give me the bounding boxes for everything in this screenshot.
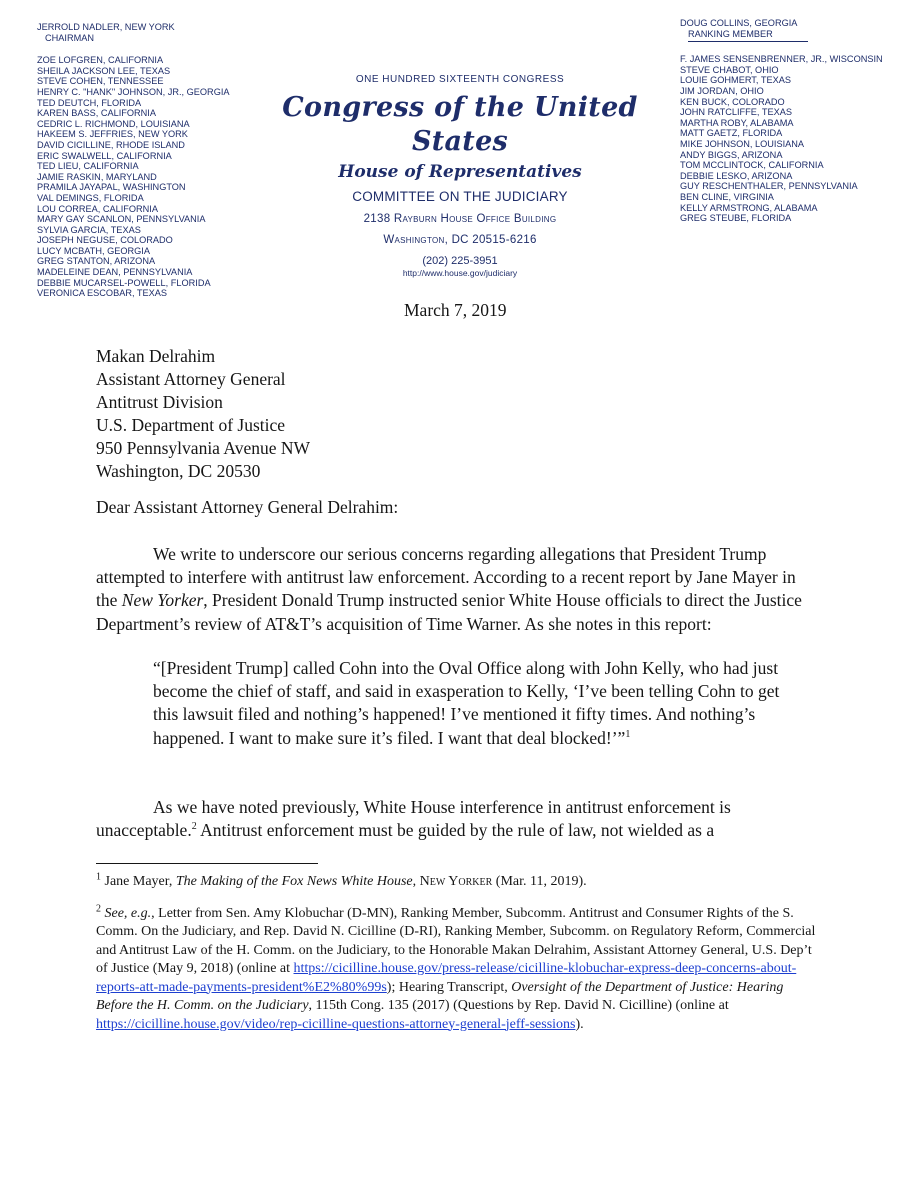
minority-member: F. JAMES SENSENBRENNER, JR., WISCONSIN: [680, 54, 883, 65]
minority-member: GREG STEUBE, FLORIDA: [680, 213, 792, 224]
house-title: House of Representatives: [338, 162, 582, 182]
recipient-line: 950 Pennsylvania Avenue NW: [96, 438, 311, 458]
block-quote: [153, 657, 783, 750]
majority-member-list: [37, 55, 257, 299]
letter-date: March 7, 2019: [404, 300, 507, 320]
footnote-2-link-2[interactable]: https://cicilline.house.gov/video/rep-cicilline-questions-attorney-general-jeff-sessions: [96, 1016, 576, 1032]
footnote-1-publication: New Yorker: [419, 874, 493, 889]
footnote-ref-1[interactable]: 1: [625, 728, 631, 740]
footnote-1-title: The Making of the Fox News White House: [175, 874, 413, 889]
footnote-2-hearing-title: Oversight of the Department of Justice: Hearing Before the H. Comm. on the Judiciary: [96, 979, 784, 1013]
recipient-line: Antitrust Division: [96, 392, 223, 412]
majority-member: ERIC SWALWELL, CALIFORNIA: [37, 150, 172, 161]
majority-member: LOU CORREA, CALIFORNIA: [37, 203, 158, 214]
footnote-2-text-2: ); Hearing Transcript,: [386, 979, 512, 995]
recipient-line: Assistant Attorney General: [96, 369, 286, 389]
body-paragraph-2: [96, 796, 818, 842]
majority-member: DAVID CICILLINE, RHODE ISLAND: [37, 139, 185, 150]
majority-member: JOSEPH NEGUSE, COLORADO: [37, 235, 173, 246]
majority-member: GREG STANTON, ARIZONA: [37, 256, 156, 267]
footnote-ref-2[interactable]: 2: [191, 821, 197, 833]
majority-member: DEBBIE MUCARSEL-POWELL, FLORIDA: [37, 277, 211, 288]
majority-member: TED DEUTCH, FLORIDA: [37, 97, 142, 108]
chairman-block: [37, 22, 257, 43]
quote-text: “[President Trump] called Cohn into the Oval Office along with John Kelly, who had just become the chief of staff, and said in exasperation to Kelly, ‘I’ve been telling Cohn to get this lawsuit filed and nothing’s happened! I’ve mentioned it fifty times. And nothing’s happened. I want to make sure it’s filed. I want that deal blocked!’”: [153, 658, 780, 748]
footnote-2-signal: See, e.g.: [104, 905, 152, 921]
minority-members-column: [680, 18, 912, 224]
minority-member: ANDY BIGGS, ARIZONA: [680, 149, 783, 160]
majority-member: HENRY C. "HANK" JOHNSON, JR., GEORGIA: [37, 86, 230, 97]
minority-member: LOUIE GOHMERT, TEXAS: [680, 75, 791, 86]
office-city: Washington, DC 20515-6216: [383, 234, 537, 246]
minority-member: KEN BUCK, COLORADO: [680, 96, 785, 107]
footnote-1-author: Jane Mayer,: [101, 874, 176, 889]
majority-member: SHEILA JACKSON LEE, TEXAS: [37, 65, 171, 76]
congress-title: Congress of the United States: [282, 92, 638, 157]
minority-member: JIM JORDAN, OHIO: [680, 85, 764, 96]
majority-member: MARY GAY SCANLON, PENNSYLVANIA: [37, 214, 206, 225]
minority-member: MATT GAETZ, FLORIDA: [680, 128, 783, 139]
minority-member: DEBBIE LESKO, ARIZONA: [680, 170, 793, 181]
minority-member-list: [680, 54, 912, 224]
majority-member: ZOE LOFGREN, CALIFORNIA: [37, 55, 164, 66]
recipient-line: Makan Delrahim: [96, 346, 216, 366]
majority-member: JAMIE RASKIN, MARYLAND: [37, 171, 157, 182]
paragraph-1-text-b: , President Donald Trump instructed senior White House officials to direct the Justice Department’s review of AT&T’s acquisition of Time Warner. As she notes in this report:: [96, 590, 802, 634]
footnote-2: [96, 902, 818, 1035]
footnote-2-text-3: , 115th Cong. 135 (2017) (Questions by Rep. David N. Cicilline) (online at: [308, 998, 729, 1013]
chairman-title: CHAIRMAN: [45, 32, 95, 43]
majority-member: VERONICA ESCOBAR, TEXAS: [37, 288, 168, 299]
footnotes: [96, 873, 818, 1047]
minority-member: GUY RESCHENTHALER, PENNSYLVANIA: [680, 181, 858, 192]
footnote-1-number: 1: [96, 871, 101, 883]
footnote-2-number: 2: [96, 902, 101, 914]
majority-member: SYLVIA GARCIA, TEXAS: [37, 224, 141, 235]
minority-member: STEVE CHABOT, OHIO: [680, 64, 779, 75]
footnote-2-text-4: ).: [575, 1016, 584, 1032]
ranking-divider: [688, 41, 808, 42]
majority-member: LUCY MCBATH, GEORGIA: [37, 245, 150, 256]
minority-member: KELLY ARMSTRONG, ALABAMA: [680, 202, 818, 213]
minority-member: JOHN RATCLIFFE, TEXAS: [680, 107, 792, 118]
footnote-1-date: (Mar. 11, 2019).: [492, 874, 587, 889]
paragraph-2-text-a: As we have noted previously, White House interference in antitrust enforcement is unacceptable.: [96, 797, 731, 841]
paragraph-2-text-b: Antitrust enforcement must be guided by the rule of law, not wielded as a: [196, 820, 715, 841]
letterhead-center: [240, 74, 680, 278]
minority-member: BEN CLINE, VIRGINIA: [680, 191, 774, 202]
footnote-1: $^1$ Jane Mayer, The Making of the Fox News White House, New Yorker (Mar. 11, 2019).: [96, 871, 587, 889]
majority-member: PRAMILA JAYAPAL, WASHINGTON: [37, 182, 186, 193]
majority-member: STEVE COHEN, TENNESSEE: [37, 76, 164, 87]
majority-member: MADELEINE DEAN, PENNSYLVANIA: [37, 267, 193, 278]
committee-website[interactable]: http://www.house.gov/judiciary: [402, 268, 518, 278]
office-address: 2138 Rayburn House Office Building: [363, 213, 557, 225]
majority-member: CEDRIC L. RICHMOND, LOUISIANA: [37, 118, 190, 129]
salutation: Dear Assistant Attorney General Delrahim:: [96, 497, 399, 517]
footnote-divider: [96, 863, 318, 864]
congress-number: ONE HUNDRED SIXTEENTH CONGRESS: [355, 74, 565, 85]
ranking-member-name: DOUG COLLINS, GEORGIA: [680, 18, 798, 28]
body-paragraph-1: [96, 543, 818, 636]
minority-member: TOM MCCLINTOCK, CALIFORNIA: [680, 160, 824, 171]
minority-member: MIKE JOHNSON, LOUISIANA: [680, 138, 805, 149]
recipient-line: U.S. Department of Justice: [96, 415, 286, 435]
majority-member: KAREN BASS, CALIFORNIA: [37, 108, 156, 119]
majority-member: VAL DEMINGS, FLORIDA: [37, 192, 144, 203]
footnote-2-text-1: , Letter from Sen. Amy Klobuchar (D-MN), Ranking Member, Subcomm. Antitrust and Consumer Rights of the S. Comm. On the Judiciary, and Rep. David N. Cicilline (D-RI), Ranking Member, Subcomm. on Regulatory Reform, Commercial and Antitrust Law of the H. Comm. on the Judiciary, to the Honorable Makan Delrahim, Assistant Attorney General, U.S. Dep’t of Justice (May 9, 2018) (online at: [96, 905, 816, 976]
recipient-line: Washington, DC 20530: [96, 461, 261, 481]
majority-members-column: [37, 22, 257, 299]
committee-name: COMMITTEE ON THE JUDICIARY: [352, 189, 568, 204]
chairman-name: JERROLD NADLER, NEW YORK: [37, 22, 175, 32]
ranking-member-block: [680, 18, 912, 42]
majority-member: TED LIEU, CALIFORNIA: [37, 161, 139, 172]
minority-member: MARTHA ROBY, ALABAMA: [680, 117, 794, 128]
recipient-address: [96, 345, 310, 483]
majority-member: HAKEEM S. JEFFRIES, NEW YORK: [37, 129, 188, 140]
publication-name: New Yorker: [121, 590, 204, 611]
paragraph-1-text-a: We write to underscore our serious concerns regarding allegations that President Trump attempted to interfere with antitrust law enforcement. According to a recent report by Jane Mayer in the: [96, 544, 796, 611]
footnote-2-link-1[interactable]: https://cicilline.house.gov/press-release/cicilline-klobuchar-express-deep-concerns-about-reports-att-made-payments-president%E2%80%99s: [96, 961, 797, 995]
ranking-member-title: RANKING MEMBER: [688, 28, 773, 39]
office-phone: (202) 225-3951: [422, 255, 498, 267]
